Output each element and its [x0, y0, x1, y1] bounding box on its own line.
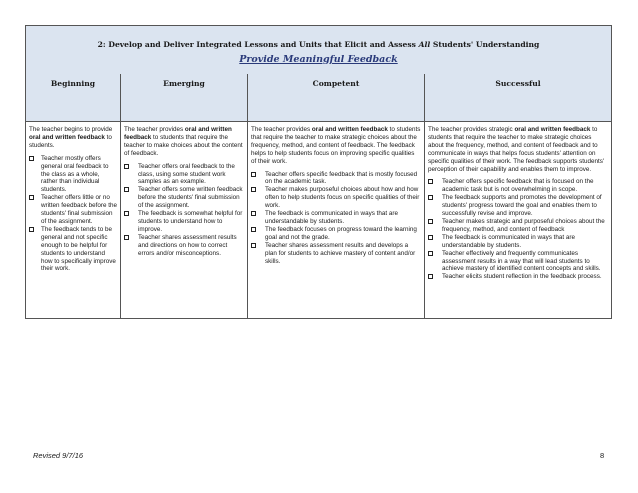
list-item: Teacher elicits student reflection in the feedback process.	[428, 273, 608, 281]
column-header-competent: Competent	[248, 74, 425, 122]
checkbox-icon	[428, 195, 433, 200]
checkbox-icon	[428, 219, 433, 224]
list-item: The feedback supports and promotes the development of students' progress toward the goal and enables them to successfully revise and improve.	[428, 194, 608, 218]
column-header-successful: Successful	[425, 74, 611, 122]
intro-text: The teacher provides oral and written feedback to students that require the teacher to make choices about the content of feedback.	[124, 126, 243, 157]
checkbox-icon	[428, 235, 433, 240]
list-item: The feedback focuses on progress toward the learning goal and not the grade.	[251, 226, 421, 242]
checkbox-icon	[124, 187, 129, 192]
revision-date: Revised 9/7/16	[33, 451, 84, 460]
checkbox-icon	[124, 211, 129, 216]
rubric-table	[25, 25, 612, 319]
list-item: Teacher offers some written feedback before the students' final submission of the assignment.	[124, 186, 244, 210]
list-item: Teacher makes purposeful choices about how and how often to help students focus on specific qualities of their work.	[251, 186, 421, 210]
list-item: Teacher mostly offers general oral feedback to the class as a whole, rather than individual students.	[29, 155, 117, 195]
list-item: Teacher shares assessment results and directions on how to correct errors and/or misconceptions.	[124, 234, 244, 258]
checkbox-icon	[428, 251, 433, 256]
checkbox-icon	[251, 172, 256, 177]
cell-emerging	[121, 122, 248, 318]
standard-title: 2: Develop and Deliver Integrated Lessons and Units that Elicit and Assess All Students' Understanding	[97, 40, 540, 49]
cell-competent	[248, 122, 425, 318]
checkbox-icon	[251, 211, 256, 216]
list-item: Teacher makes strategic and purposeful choices about the frequency, method, and content of feedback	[428, 218, 608, 234]
rubric-header	[26, 26, 611, 75]
list-item: The feedback is communicated in ways that are understandable by students.	[251, 210, 421, 226]
list-item: Teacher offers little or no written feedback before the students' final submission of the assignment.	[29, 194, 117, 226]
checkbox-icon	[124, 235, 129, 240]
list-item: The feedback tends to be general and not specific enough to be helpful for students to understand how to specifically improve their work.	[29, 226, 117, 273]
checkbox-icon	[29, 195, 34, 200]
page-number: 8	[600, 451, 605, 460]
list-item: Teacher offers specific feedback that is mostly focused on the academic task.	[251, 171, 421, 187]
column-header-emerging: Emerging	[121, 74, 248, 122]
checkbox-icon	[428, 179, 433, 184]
checkbox-icon	[251, 187, 256, 192]
list-item: Teacher offers oral feedback to the class, using some student work samples as an example.	[124, 163, 244, 187]
intro-text: The teacher begins to provide oral and written feedback to students.	[29, 126, 113, 149]
list-item: Teacher effectively and frequently communicates assessment results in a way that will lead students to achieve mastery of identified content concepts and skills.	[428, 250, 608, 274]
list-item: The feedback is communicated in ways that are understandable by students.	[428, 234, 608, 250]
checkbox-icon	[29, 156, 34, 161]
intro-text: The teacher provides strategic oral and written feedback to students that require the teacher to make strategic choices about the frequency, method, and content of feedback and to communicate in ways that helps focus students' attention on specific qualities of their work. The feedback supports students' perception of their capability and enables them to improve.	[428, 126, 605, 173]
checkbox-icon	[251, 227, 256, 232]
cell-successful	[425, 122, 611, 318]
cell-beginning	[26, 122, 121, 318]
checkbox-icon	[29, 227, 34, 232]
checkbox-icon	[124, 164, 129, 169]
list-item: Teacher shares assessment results and develops a plan for students to achieve mastery of content and/or skills.	[251, 242, 421, 266]
intro-text: The teacher provides oral and written feedback to students that require the teacher to make strategic choices about the frequency, method, and content of feedback. The feedback helps to help students focus on improving specific qualities of their work.	[251, 126, 421, 165]
standard-subtitle: Provide Meaningful Feedback	[239, 54, 398, 65]
list-item: Teacher offers specific feedback that is focused on the academic task but is not overwhelming in scope.	[428, 178, 608, 194]
checkbox-icon	[428, 274, 433, 279]
column-header-beginning: Beginning	[26, 74, 121, 122]
list-item: The feedback is somewhat helpful for students to understand how to improve.	[124, 210, 244, 234]
checkbox-icon	[251, 243, 256, 248]
